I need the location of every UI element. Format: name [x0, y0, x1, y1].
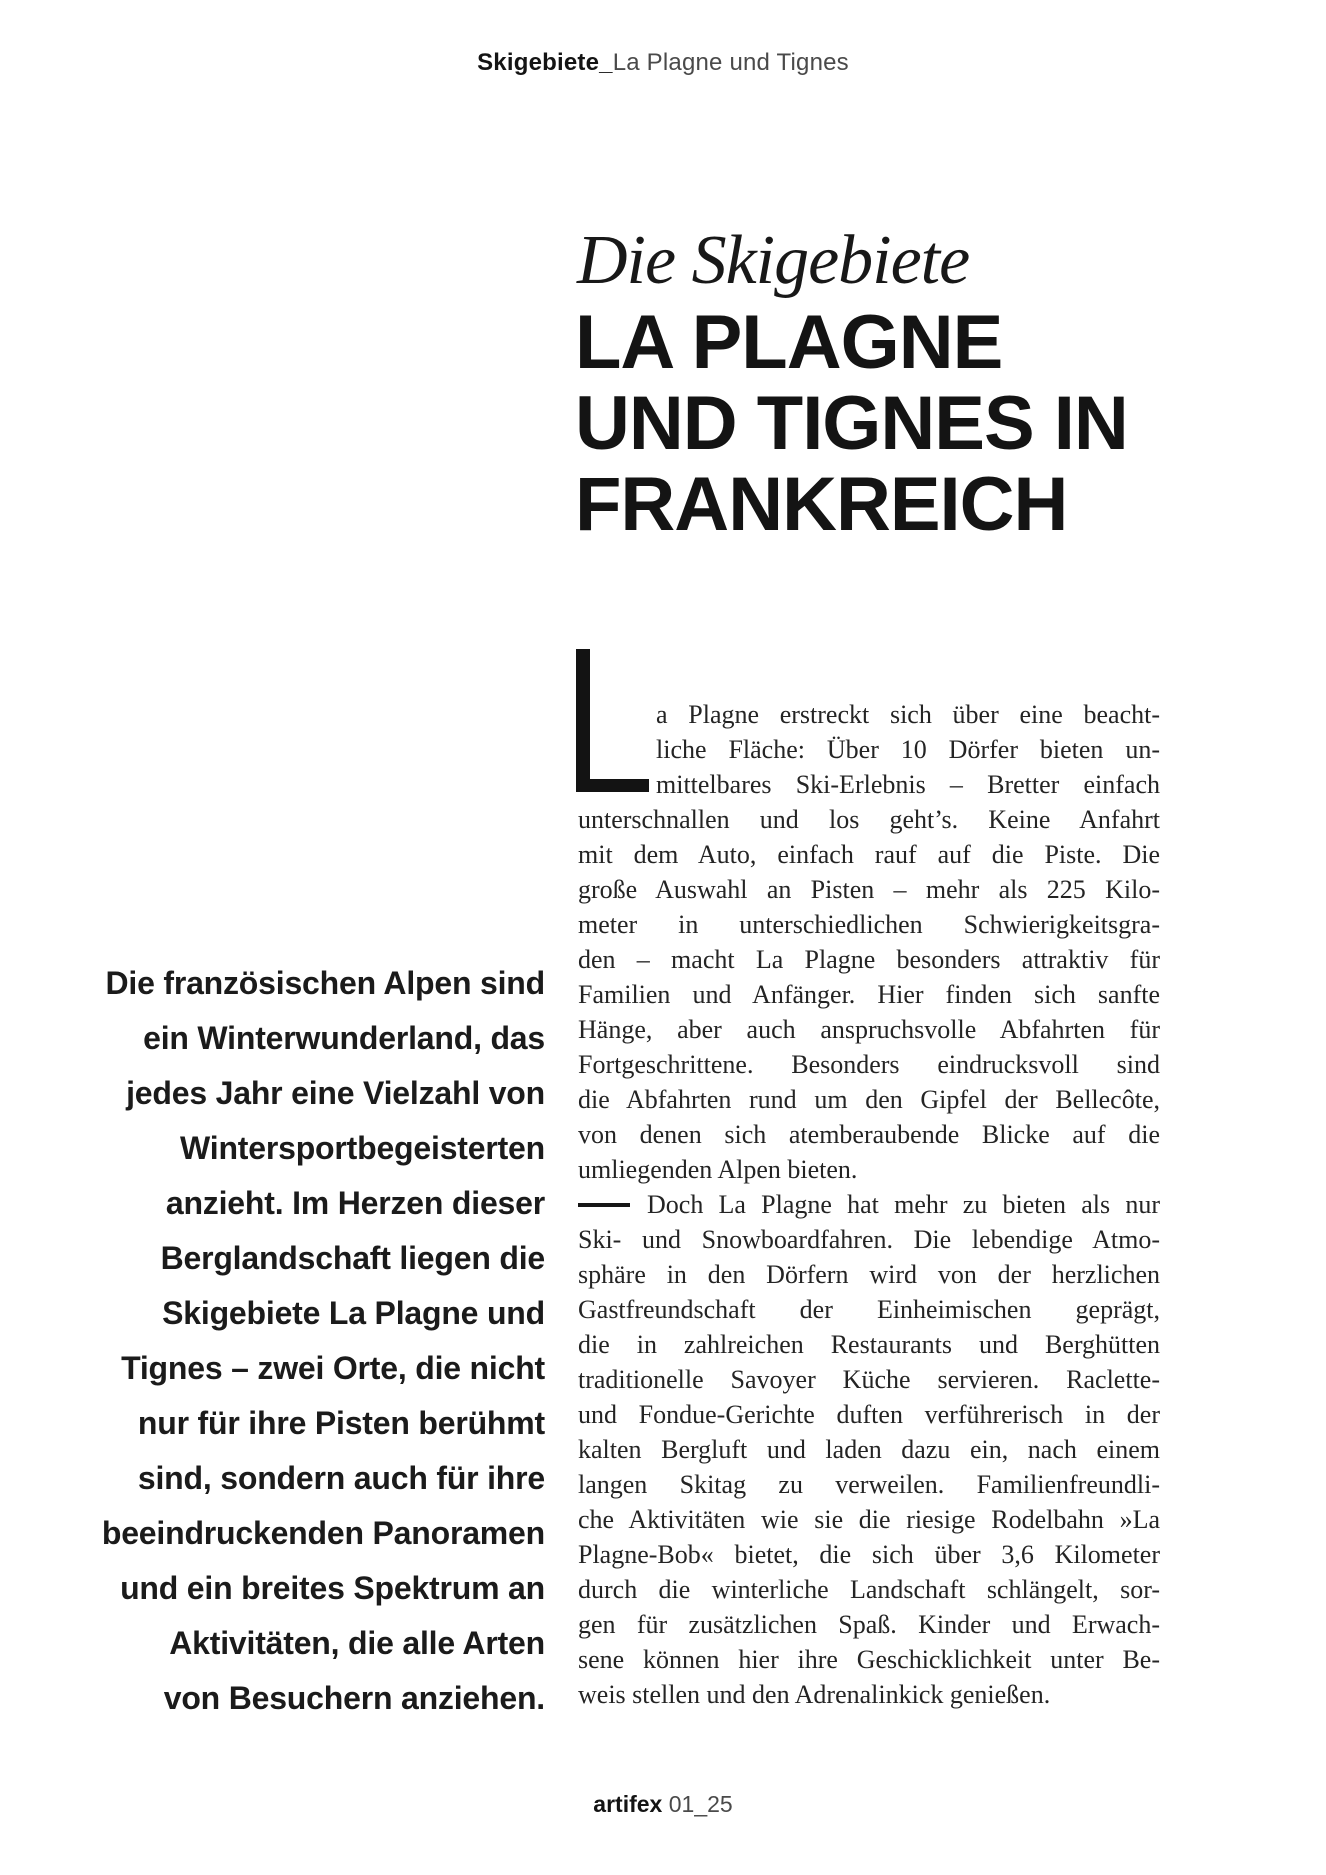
- page-title-line: FRANKREICH: [575, 462, 1068, 547]
- intro-line: Berglandschaft liegen die: [160, 1240, 545, 1276]
- body-text-line: Fortgeschrittene. Besonders eindrucksvoll sind: [578, 1050, 1160, 1079]
- running-head-section: Skigebiete_: [477, 49, 613, 76]
- page-footer: [0, 1790, 1326, 1818]
- body-column: [578, 697, 1160, 1712]
- intro-line: Skigebiete La Plagne und: [162, 1295, 545, 1331]
- body-text-line: große Auswahl an Pisten – mehr als 225 Kilo-: [578, 875, 1160, 904]
- body-text-line: unterschnallen und los geht’s. Keine Anfahrt: [578, 805, 1160, 834]
- body-text-line: traditionelle Savoyer Küche servieren. Raclette-: [578, 1365, 1160, 1394]
- footer-magazine-name: artifex: [593, 1791, 663, 1817]
- page-title: [575, 302, 1128, 545]
- intro-paragraph: [0, 956, 545, 1726]
- body-text-line: gen für zusätzlichen Spaß. Kinder und Erwach-: [578, 1610, 1160, 1639]
- body-text-line: weis stellen und den Adrenalinkick genießen.: [578, 1680, 1051, 1709]
- intro-line: jedes Jahr eine Vielzahl von: [126, 1075, 545, 1111]
- intro-line: Aktivitäten, die alle Arten: [169, 1625, 545, 1661]
- footer-issue-number: 01_25: [668, 1791, 733, 1817]
- body-text-line: a Plagne erstreckt sich über eine beacht-: [656, 700, 1160, 729]
- body-text-line: sene können hier ihre Geschicklichkeit unter Be-: [578, 1645, 1160, 1674]
- body-text-line: mit dem Auto, einfach rauf auf die Piste. Die: [578, 840, 1160, 869]
- intro-line: und ein breites Spektrum an: [120, 1570, 545, 1606]
- body-text-line: langen Skitag zu verweilen. Familienfreundli-: [578, 1470, 1160, 1499]
- intro-line: anzieht. Im Herzen dieser: [165, 1185, 545, 1221]
- intro-line: nur für ihre Pisten berühmt: [137, 1405, 545, 1441]
- body-text-line: den – macht La Plagne besonders attraktiv für: [578, 945, 1160, 974]
- body-text-line: mittelbares Ski-Erlebnis – Bretter einfach: [656, 770, 1160, 799]
- body-text-line: Gastfreundschaft der Einheimischen geprägt,: [578, 1295, 1160, 1324]
- intro-line: sind, sondern auch für ihre: [137, 1460, 545, 1496]
- body-text-line: die in zahlreichen Restaurants und Berghütten: [578, 1330, 1160, 1359]
- page-title-line: UND TIGNES IN: [575, 381, 1128, 466]
- body-text-line: Doch La Plagne hat mehr zu bieten als nur: [578, 1187, 1160, 1222]
- title-overline: Die Skigebiete: [577, 222, 970, 299]
- body-text-line: sphäre in den Dörfern wird von der herzlichen: [578, 1260, 1160, 1289]
- intro-line: ein Winterwunderland, das: [143, 1020, 545, 1056]
- body-text-line: von denen sich atemberaubende Blicke auf die: [578, 1120, 1160, 1149]
- intro-line: von Besuchern anziehen.: [163, 1680, 545, 1716]
- body-text-line: die Abfahrten rund um den Gipfel der Bellecôte,: [578, 1085, 1160, 1114]
- body-text-line: Hänge, aber auch anspruchsvolle Abfahrten für: [578, 1015, 1160, 1044]
- body-text-line: Plagne-Bob« bietet, die sich über 3,6 Kilometer: [578, 1540, 1160, 1569]
- body-text-line: liche Fläche: Über 10 Dörfer bieten un-: [656, 735, 1160, 764]
- body-paragraph-1: [578, 697, 1160, 1187]
- body-text-line: kalten Bergluft und laden dazu ein, nach einem: [578, 1435, 1160, 1464]
- body-text-line: umliegenden Alpen bieten.: [578, 1155, 858, 1184]
- page-title-line: LA PLAGNE: [575, 300, 1003, 385]
- intro-line: Die französischen Alpen sind: [105, 965, 545, 1001]
- running-head: [0, 48, 1326, 78]
- body-text-line: che Aktivitäten wie sie die riesige Rodelbahn »La: [578, 1505, 1160, 1534]
- intro-line: Wintersportbegeisterten: [180, 1130, 545, 1166]
- body-text-line: Ski- und Snowboardfahren. Die lebendige Atmo-: [578, 1225, 1160, 1254]
- intro-line: Tignes – zwei Orte, die nicht: [121, 1350, 545, 1386]
- body-text-line: meter in unterschiedlichen Schwierigkeitsgra-: [578, 910, 1160, 939]
- running-head-article: La Plagne und Tignes: [612, 49, 849, 76]
- body-text-line: und Fondue-Gerichte duften verführerisch in der: [578, 1400, 1160, 1429]
- body-text-line: Familien und Anfänger. Hier finden sich sanfte: [578, 980, 1160, 1009]
- body-text-line: durch die winterliche Landschaft schlängelt, sor-: [578, 1575, 1160, 1604]
- body-paragraph-2: [578, 1187, 1160, 1712]
- intro-line: beeindruckenden Panoramen: [101, 1515, 545, 1551]
